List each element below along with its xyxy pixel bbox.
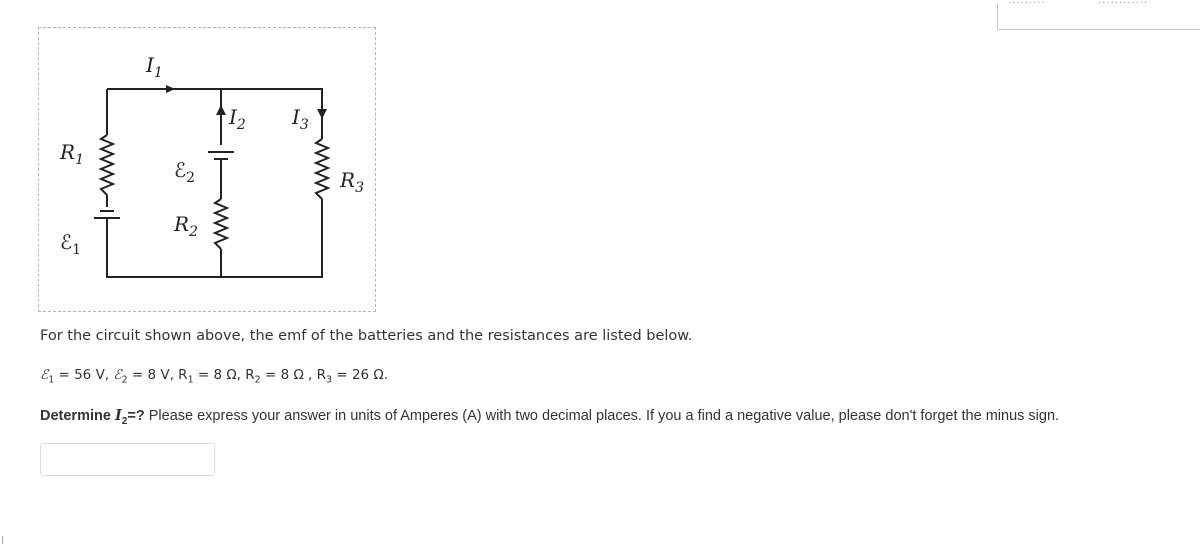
r2-value: = 8 Ω , R — [260, 367, 327, 383]
problem-question — [40, 407, 1059, 427]
label-r3: $R_3$ — [340, 168, 364, 196]
emf2-symbol: ℰ — [113, 367, 122, 383]
emf1-symbol: ℰ — [40, 367, 49, 383]
page-edge-marker — [2, 536, 3, 544]
emf1-sub: 1 — [48, 374, 55, 386]
circuit-diagram — [38, 27, 378, 314]
label-i2: $I_2$ — [229, 105, 246, 133]
label-i3: $I_3$ — [292, 105, 309, 133]
label-i1: $I_1$ — [146, 53, 163, 81]
r1-value: = 8 Ω, R — [193, 367, 255, 383]
question-symbol: I — [114, 407, 122, 424]
question-suffix: =? — [127, 408, 145, 424]
question-prefix: Determine — [40, 408, 115, 424]
problem-values — [40, 367, 388, 386]
r2-sub: 2 — [254, 374, 261, 386]
r3-sub: 3 — [326, 374, 333, 386]
emf1-value: = 56 V, — [54, 367, 114, 383]
answer-input[interactable] — [40, 443, 215, 476]
emf2-value: = 8 V, R — [127, 367, 188, 383]
label-r2: $R_2$ — [174, 212, 198, 240]
arrow-i2 — [216, 105, 226, 115]
arrow-i1 — [166, 85, 175, 93]
r3-value: = 26 Ω. — [332, 367, 389, 383]
top-right-panel — [997, 0, 1200, 30]
label-r1: $R_1$ — [60, 140, 84, 168]
label-e1: ℰ$_1$ — [60, 230, 82, 258]
question-sub: 2 — [121, 415, 128, 427]
emf2-sub: 2 — [121, 374, 128, 386]
arrow-i3 — [317, 109, 327, 119]
r1-sub: 1 — [187, 374, 194, 386]
dotted-marker-left: ········· — [1008, 0, 1046, 9]
dotted-marker-right: ············ — [1098, 0, 1149, 9]
problem-intro: For the circuit shown above, the emf of the batteries and the resistances are listed below. — [40, 328, 693, 344]
label-e2: ℰ$_2$ — [174, 158, 196, 186]
question-rest: Please express your answer in units of Amperes (A) with two decimal places. If you a find a negative value, please don't forget the minus sign. — [144, 408, 1060, 424]
